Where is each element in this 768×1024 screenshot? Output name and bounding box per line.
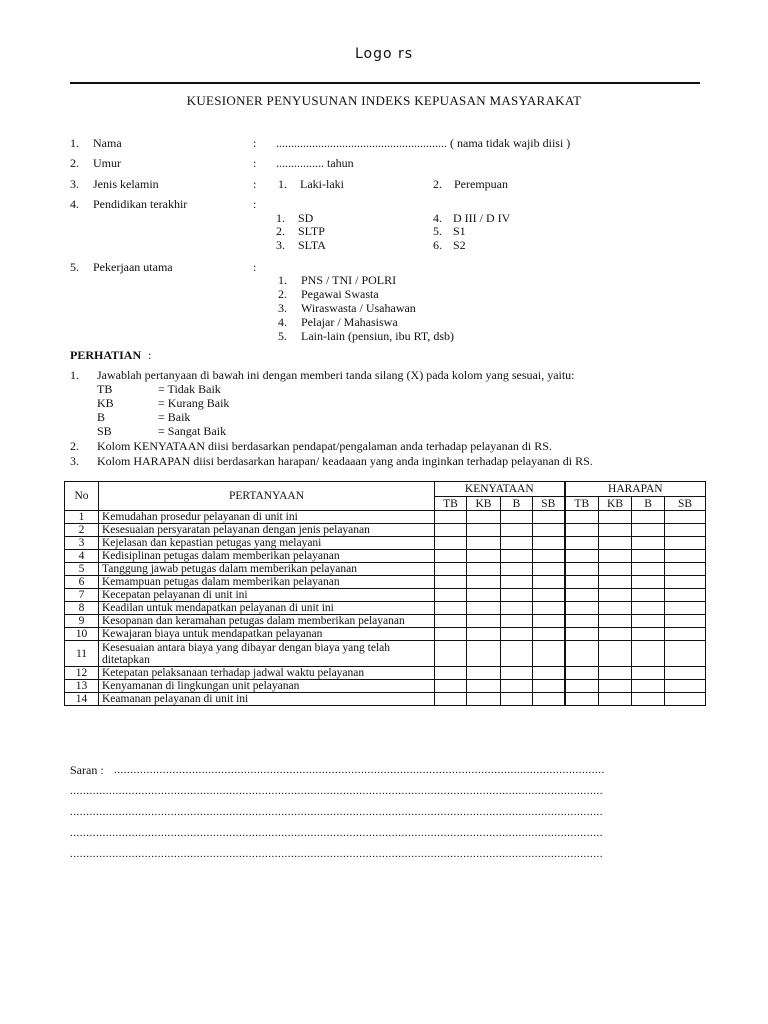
row-number: 10 — [65, 628, 99, 641]
perhatian-colon: : — [148, 348, 152, 362]
kenyataan-sb-cell[interactable] — [533, 615, 565, 628]
kenyataan-kb-cell[interactable] — [467, 589, 501, 602]
pekerjaan-option-swasta[interactable]: Pegawai Swasta — [301, 287, 379, 301]
harapan-sb-cell[interactable] — [665, 667, 706, 680]
pendidikan-option-s2[interactable]: S2 — [453, 238, 466, 252]
row-number: 6 — [65, 576, 99, 589]
kenyataan-kb-cell[interactable] — [467, 615, 501, 628]
row-question: Kedisiplinan petugas dalam memberikan pelayanan — [99, 550, 435, 563]
kenyataan-tb-cell[interactable] — [435, 667, 467, 680]
pekerjaan-option-num: 2. — [278, 287, 287, 301]
harapan-tb-cell[interactable] — [565, 693, 599, 706]
header-harapan: HARAPAN — [565, 482, 706, 497]
kenyataan-b-cell[interactable] — [501, 537, 533, 550]
harapan-kb-cell[interactable] — [599, 628, 632, 641]
pekerjaan-option-num: 1. — [278, 273, 287, 287]
pendidikan-num: 4. — [70, 197, 79, 211]
harapan-b-cell[interactable] — [632, 680, 665, 693]
row-question: Keamanan pelayanan di unit ini — [99, 693, 435, 706]
perhatian-item-2: Kolom KENYATAAN diisi berdasarkan pendapat/pengalaman anda terhadap pelayanan di RS. — [97, 439, 552, 453]
jk-colon: : — [253, 177, 257, 191]
jk-option-laki[interactable]: Laki-laki — [300, 177, 344, 191]
header-b: B — [632, 497, 665, 511]
header-kb: KB — [599, 497, 632, 511]
harapan-kb-cell[interactable] — [599, 667, 632, 680]
kenyataan-sb-cell[interactable] — [533, 667, 565, 680]
kenyataan-b-cell[interactable] — [501, 628, 533, 641]
perhatian-item-1: Jawablah pertanyaan di bawah ini dengan memberi tanda silang (X) pada kolom yang sesuai, yaitu: — [97, 368, 575, 382]
kenyataan-tb-cell[interactable] — [435, 537, 467, 550]
harapan-sb-cell[interactable] — [665, 537, 706, 550]
row-number: 14 — [65, 693, 99, 706]
kenyataan-kb-cell[interactable] — [467, 680, 501, 693]
harapan-b-cell[interactable] — [632, 576, 665, 589]
harapan-kb-cell[interactable] — [599, 511, 632, 524]
row-question: Kesopanan dan keramahan petugas dalam memberikan pelayanan — [99, 615, 435, 628]
kenyataan-kb-cell[interactable] — [467, 576, 501, 589]
legend-meaning: = Baik — [158, 410, 191, 424]
pekerjaan-colon: : — [253, 260, 257, 274]
pendidikan-option-sltp[interactable]: SLTP — [298, 224, 325, 238]
header-pertanyaan: PERTANYAAN — [99, 482, 435, 511]
nama-colon: : — [253, 136, 257, 150]
harapan-b-cell[interactable] — [632, 628, 665, 641]
kenyataan-sb-cell[interactable] — [533, 589, 565, 602]
legend-meaning: = Kurang Baik — [158, 396, 230, 410]
row-question: Kecepatan pelayanan di unit ini — [99, 589, 435, 602]
harapan-sb-cell[interactable] — [665, 693, 706, 706]
kenyataan-b-cell[interactable] — [501, 563, 533, 576]
harapan-sb-cell[interactable] — [665, 615, 706, 628]
perhatian-item-num: 3. — [70, 454, 79, 468]
legend-code: TB — [97, 382, 113, 396]
legend-code: SB — [97, 424, 112, 438]
jk-num: 3. — [70, 177, 79, 191]
legend-meaning: = Sangat Baik — [158, 424, 227, 438]
umur-colon: : — [253, 156, 257, 170]
harapan-tb-cell[interactable] — [565, 524, 599, 537]
pendidikan-colon: : — [253, 197, 257, 211]
row-number: 3 — [65, 537, 99, 550]
kenyataan-tb-cell[interactable] — [435, 680, 467, 693]
harapan-b-cell[interactable] — [632, 524, 665, 537]
kenyataan-kb-cell[interactable] — [467, 602, 501, 615]
row-number: 13 — [65, 680, 99, 693]
kenyataan-kb-cell[interactable] — [467, 563, 501, 576]
kenyataan-sb-cell[interactable] — [533, 524, 565, 537]
saran-line[interactable]: .................................................................................................................................................................... — [70, 806, 603, 818]
pendidikan-option-num: 1. — [276, 211, 285, 225]
header-kb: KB — [467, 497, 501, 511]
harapan-b-cell[interactable] — [632, 615, 665, 628]
table-row — [65, 667, 706, 680]
header-kenyataan: KENYATAAN — [435, 482, 565, 497]
row-question: Kemudahan prosedur pelayanan di unit ini — [99, 511, 435, 524]
page-title: KUESIONER PENYUSUNAN INDEKS KEPUASAN MASYARAKAT — [186, 93, 582, 108]
harapan-sb-cell[interactable] — [665, 680, 706, 693]
row-number: 8 — [65, 602, 99, 615]
kenyataan-tb-cell[interactable] — [435, 550, 467, 563]
table-row — [65, 680, 706, 693]
umur-field[interactable]: ................ tahun — [276, 156, 354, 170]
pendidikan-option-s1[interactable]: S1 — [453, 224, 466, 238]
row-question: Kewajaran biaya untuk mendapatkan pelayanan — [99, 628, 435, 641]
jk-option-num: 1. — [278, 177, 287, 191]
kenyataan-tb-cell[interactable] — [435, 641, 467, 667]
kenyataan-tb-cell[interactable] — [435, 628, 467, 641]
kenyataan-b-cell[interactable] — [501, 511, 533, 524]
harapan-b-cell[interactable] — [632, 563, 665, 576]
pekerjaan-option-lainlain[interactable]: Lain-lain (pensiun, ibu RT, dsb) — [301, 329, 455, 343]
pendidikan-option-num: 3. — [276, 238, 285, 252]
pekerjaan-num: 5. — [70, 260, 79, 274]
table-row — [65, 550, 706, 563]
pendidikan-option-sd[interactable]: SD — [298, 211, 314, 225]
umur-num: 2. — [70, 156, 79, 170]
harapan-tb-cell[interactable] — [565, 667, 599, 680]
harapan-kb-cell[interactable] — [599, 680, 632, 693]
kenyataan-sb-cell[interactable] — [533, 602, 565, 615]
harapan-tb-cell[interactable] — [565, 563, 599, 576]
kenyataan-b-cell[interactable] — [501, 667, 533, 680]
harapan-sb-cell[interactable] — [665, 602, 706, 615]
table-row — [65, 589, 706, 602]
row-question: Kesesuaian persyaratan pelayanan dengan jenis pelayanan — [99, 524, 435, 537]
kenyataan-tb-cell[interactable] — [435, 563, 467, 576]
pendidikan-label: Pendidikan terakhir — [93, 197, 188, 211]
harapan-b-cell[interactable] — [632, 511, 665, 524]
header-sb: SB — [533, 497, 565, 511]
harapan-sb-cell[interactable] — [665, 563, 706, 576]
pekerjaan-option-pelajar[interactable]: Pelajar / Mahasiswa — [301, 315, 398, 329]
kenyataan-tb-cell[interactable] — [435, 589, 467, 602]
row-question: Kemampuan petugas dalam memberikan pelayanan — [99, 576, 435, 589]
kenyataan-tb-cell[interactable] — [435, 576, 467, 589]
kenyataan-sb-cell[interactable] — [533, 693, 565, 706]
harapan-kb-cell[interactable] — [599, 693, 632, 706]
harapan-b-cell[interactable] — [632, 589, 665, 602]
harapan-kb-cell[interactable] — [599, 537, 632, 550]
kenyataan-kb-cell[interactable] — [467, 628, 501, 641]
nama-field[interactable]: ......................................................... ( nama tidak wajib diisi ) — [276, 136, 571, 150]
legend-code: KB — [97, 396, 114, 410]
kenyataan-sb-cell[interactable] — [533, 550, 565, 563]
perhatian-item-num: 1. — [70, 368, 79, 382]
legend-meaning: = Tidak Baik — [158, 382, 221, 396]
header-tb: TB — [435, 497, 467, 511]
header-no: No — [65, 482, 99, 511]
harapan-kb-cell[interactable] — [599, 524, 632, 537]
harapan-kb-cell[interactable] — [599, 641, 632, 667]
pendidikan-option-slta[interactable]: SLTA — [298, 238, 326, 252]
harapan-kb-cell[interactable] — [599, 576, 632, 589]
table-row — [65, 628, 706, 641]
kenyataan-b-cell[interactable] — [501, 693, 533, 706]
harapan-b-cell[interactable] — [632, 602, 665, 615]
harapan-tb-cell[interactable] — [565, 602, 599, 615]
kenyataan-kb-cell[interactable] — [467, 537, 501, 550]
row-number: 11 — [65, 641, 99, 667]
harapan-b-cell[interactable] — [632, 537, 665, 550]
harapan-b-cell[interactable] — [632, 667, 665, 680]
pekerjaan-option-num: 3. — [278, 301, 287, 315]
questionnaire-table — [64, 481, 706, 706]
pendidikan-option-num: 4. — [433, 211, 442, 225]
kenyataan-b-cell[interactable] — [501, 576, 533, 589]
kenyataan-kb-cell[interactable] — [467, 524, 501, 537]
kenyataan-b-cell[interactable] — [501, 602, 533, 615]
harapan-sb-cell[interactable] — [665, 589, 706, 602]
harapan-tb-cell[interactable] — [565, 615, 599, 628]
row-number: 4 — [65, 550, 99, 563]
saran-line[interactable]: .................................................................................................................................................................... — [70, 785, 603, 797]
row-question: Tanggung jawab petugas dalam memberikan pelayanan — [99, 563, 435, 576]
table-row — [65, 576, 706, 589]
kenyataan-b-cell[interactable] — [501, 524, 533, 537]
harapan-sb-cell[interactable] — [665, 550, 706, 563]
kenyataan-sb-cell[interactable] — [533, 511, 565, 524]
kenyataan-kb-cell[interactable] — [467, 693, 501, 706]
row-question: Kejelasan dan kepastian petugas yang melayani — [99, 537, 435, 550]
kenyataan-b-cell[interactable] — [501, 680, 533, 693]
table-row — [65, 511, 706, 524]
harapan-b-cell[interactable] — [632, 693, 665, 706]
row-number: 9 — [65, 615, 99, 628]
pendidikan-option-num: 2. — [276, 224, 285, 238]
pendidikan-option-num: 5. — [433, 224, 442, 238]
kenyataan-b-cell[interactable] — [501, 550, 533, 563]
harapan-tb-cell[interactable] — [565, 511, 599, 524]
perhatian-item-num: 2. — [70, 439, 79, 453]
harapan-kb-cell[interactable] — [599, 563, 632, 576]
table-row — [65, 615, 706, 628]
harapan-tb-cell[interactable] — [565, 680, 599, 693]
harapan-sb-cell[interactable] — [665, 511, 706, 524]
saran-line[interactable]: ....................................................................................................................................................... — [114, 764, 605, 776]
table-row — [65, 524, 706, 537]
jk-option-num: 2. — [433, 177, 442, 191]
pekerjaan-option-num: 5. — [278, 329, 287, 343]
jk-option-perempuan[interactable]: Perempuan — [454, 177, 508, 191]
legend-code: B — [97, 410, 106, 424]
kenyataan-b-cell[interactable] — [501, 641, 533, 667]
kenyataan-kb-cell[interactable] — [467, 511, 501, 524]
kenyataan-sb-cell[interactable] — [533, 628, 565, 641]
harapan-b-cell[interactable] — [632, 550, 665, 563]
kenyataan-tb-cell[interactable] — [435, 511, 467, 524]
pekerjaan-option-wiraswasta[interactable]: Wiraswasta / Usahawan — [301, 301, 416, 315]
perhatian-heading: PERHATIAN — [70, 348, 142, 362]
kenyataan-sb-cell[interactable] — [533, 576, 565, 589]
harapan-kb-cell[interactable] — [599, 615, 632, 628]
umur-label: Umur — [93, 156, 121, 170]
saran-line[interactable]: .................................................................................................................................................................... — [70, 848, 603, 860]
saran-line[interactable]: .................................................................................................................................................................... — [70, 827, 603, 839]
row-number: 1 — [65, 511, 99, 524]
pekerjaan-option-num: 4. — [278, 315, 287, 329]
harapan-tb-cell[interactable] — [565, 641, 599, 667]
row-question: Kenyamanan di lingkungan unit pelayanan — [99, 680, 435, 693]
harapan-kb-cell[interactable] — [599, 589, 632, 602]
harapan-tb-cell[interactable] — [565, 589, 599, 602]
kenyataan-kb-cell[interactable] — [467, 550, 501, 563]
table-row — [65, 537, 706, 550]
kenyataan-sb-cell[interactable] — [533, 537, 565, 550]
row-question: Ketepatan pelaksanaan terhadap jadwal waktu pelayanan — [99, 667, 435, 680]
row-number: 2 — [65, 524, 99, 537]
harapan-kb-cell[interactable] — [599, 550, 632, 563]
harapan-kb-cell[interactable] — [599, 602, 632, 615]
kenyataan-sb-cell[interactable] — [533, 563, 565, 576]
harapan-sb-cell[interactable] — [665, 524, 706, 537]
kenyataan-tb-cell[interactable] — [435, 693, 467, 706]
pekerjaan-option-pns[interactable]: PNS / TNI / POLRI — [301, 273, 397, 287]
pekerjaan-label: Pekerjaan utama — [93, 260, 173, 274]
harapan-sb-cell[interactable] — [665, 641, 706, 667]
table-row — [65, 641, 706, 667]
kenyataan-b-cell[interactable] — [501, 615, 533, 628]
nama-num: 1. — [70, 136, 79, 150]
jk-label: Jenis kelamin — [93, 177, 159, 191]
row-number: 5 — [65, 563, 99, 576]
kenyataan-b-cell[interactable] — [501, 589, 533, 602]
saran-label: Saran : — [70, 763, 104, 777]
table-row — [65, 693, 706, 706]
kenyataan-kb-cell[interactable] — [467, 641, 501, 667]
row-number: 12 — [65, 667, 99, 680]
harapan-sb-cell[interactable] — [665, 576, 706, 589]
harapan-tb-cell[interactable] — [565, 550, 599, 563]
header-sb: SB — [665, 497, 706, 511]
row-question: Kesesuaian antara biaya yang dibayar dengan biaya yang telah ditetapkan — [99, 641, 435, 667]
header-tb: TB — [565, 497, 599, 511]
kenyataan-sb-cell[interactable] — [533, 641, 565, 667]
kenyataan-tb-cell[interactable] — [435, 524, 467, 537]
table-row — [65, 563, 706, 576]
pendidikan-option-d3d4[interactable]: D III / D IV — [453, 211, 511, 225]
table-row — [65, 602, 706, 615]
row-question: Keadilan untuk mendapatkan pelayanan di unit ini — [99, 602, 435, 615]
pendidikan-option-num: 6. — [433, 238, 442, 252]
row-number: 7 — [65, 589, 99, 602]
perhatian-item-3: Kolom HARAPAN diisi berdasarkan harapan/ keadaaan yang anda inginkan terhadap pelayanan di RS. — [97, 454, 593, 468]
nama-label: Nama — [93, 136, 122, 150]
kenyataan-tb-cell[interactable] — [435, 615, 467, 628]
kenyataan-kb-cell[interactable] — [467, 667, 501, 680]
harapan-sb-cell[interactable] — [665, 628, 706, 641]
harapan-tb-cell[interactable] — [565, 576, 599, 589]
harapan-b-cell[interactable] — [632, 641, 665, 667]
logo-placeholder: Logo rs — [354, 46, 414, 62]
harapan-tb-cell[interactable] — [565, 537, 599, 550]
harapan-tb-cell[interactable] — [565, 628, 599, 641]
header-b: B — [501, 497, 533, 511]
kenyataan-tb-cell[interactable] — [435, 602, 467, 615]
header-divider — [70, 82, 700, 84]
kenyataan-sb-cell[interactable] — [533, 680, 565, 693]
